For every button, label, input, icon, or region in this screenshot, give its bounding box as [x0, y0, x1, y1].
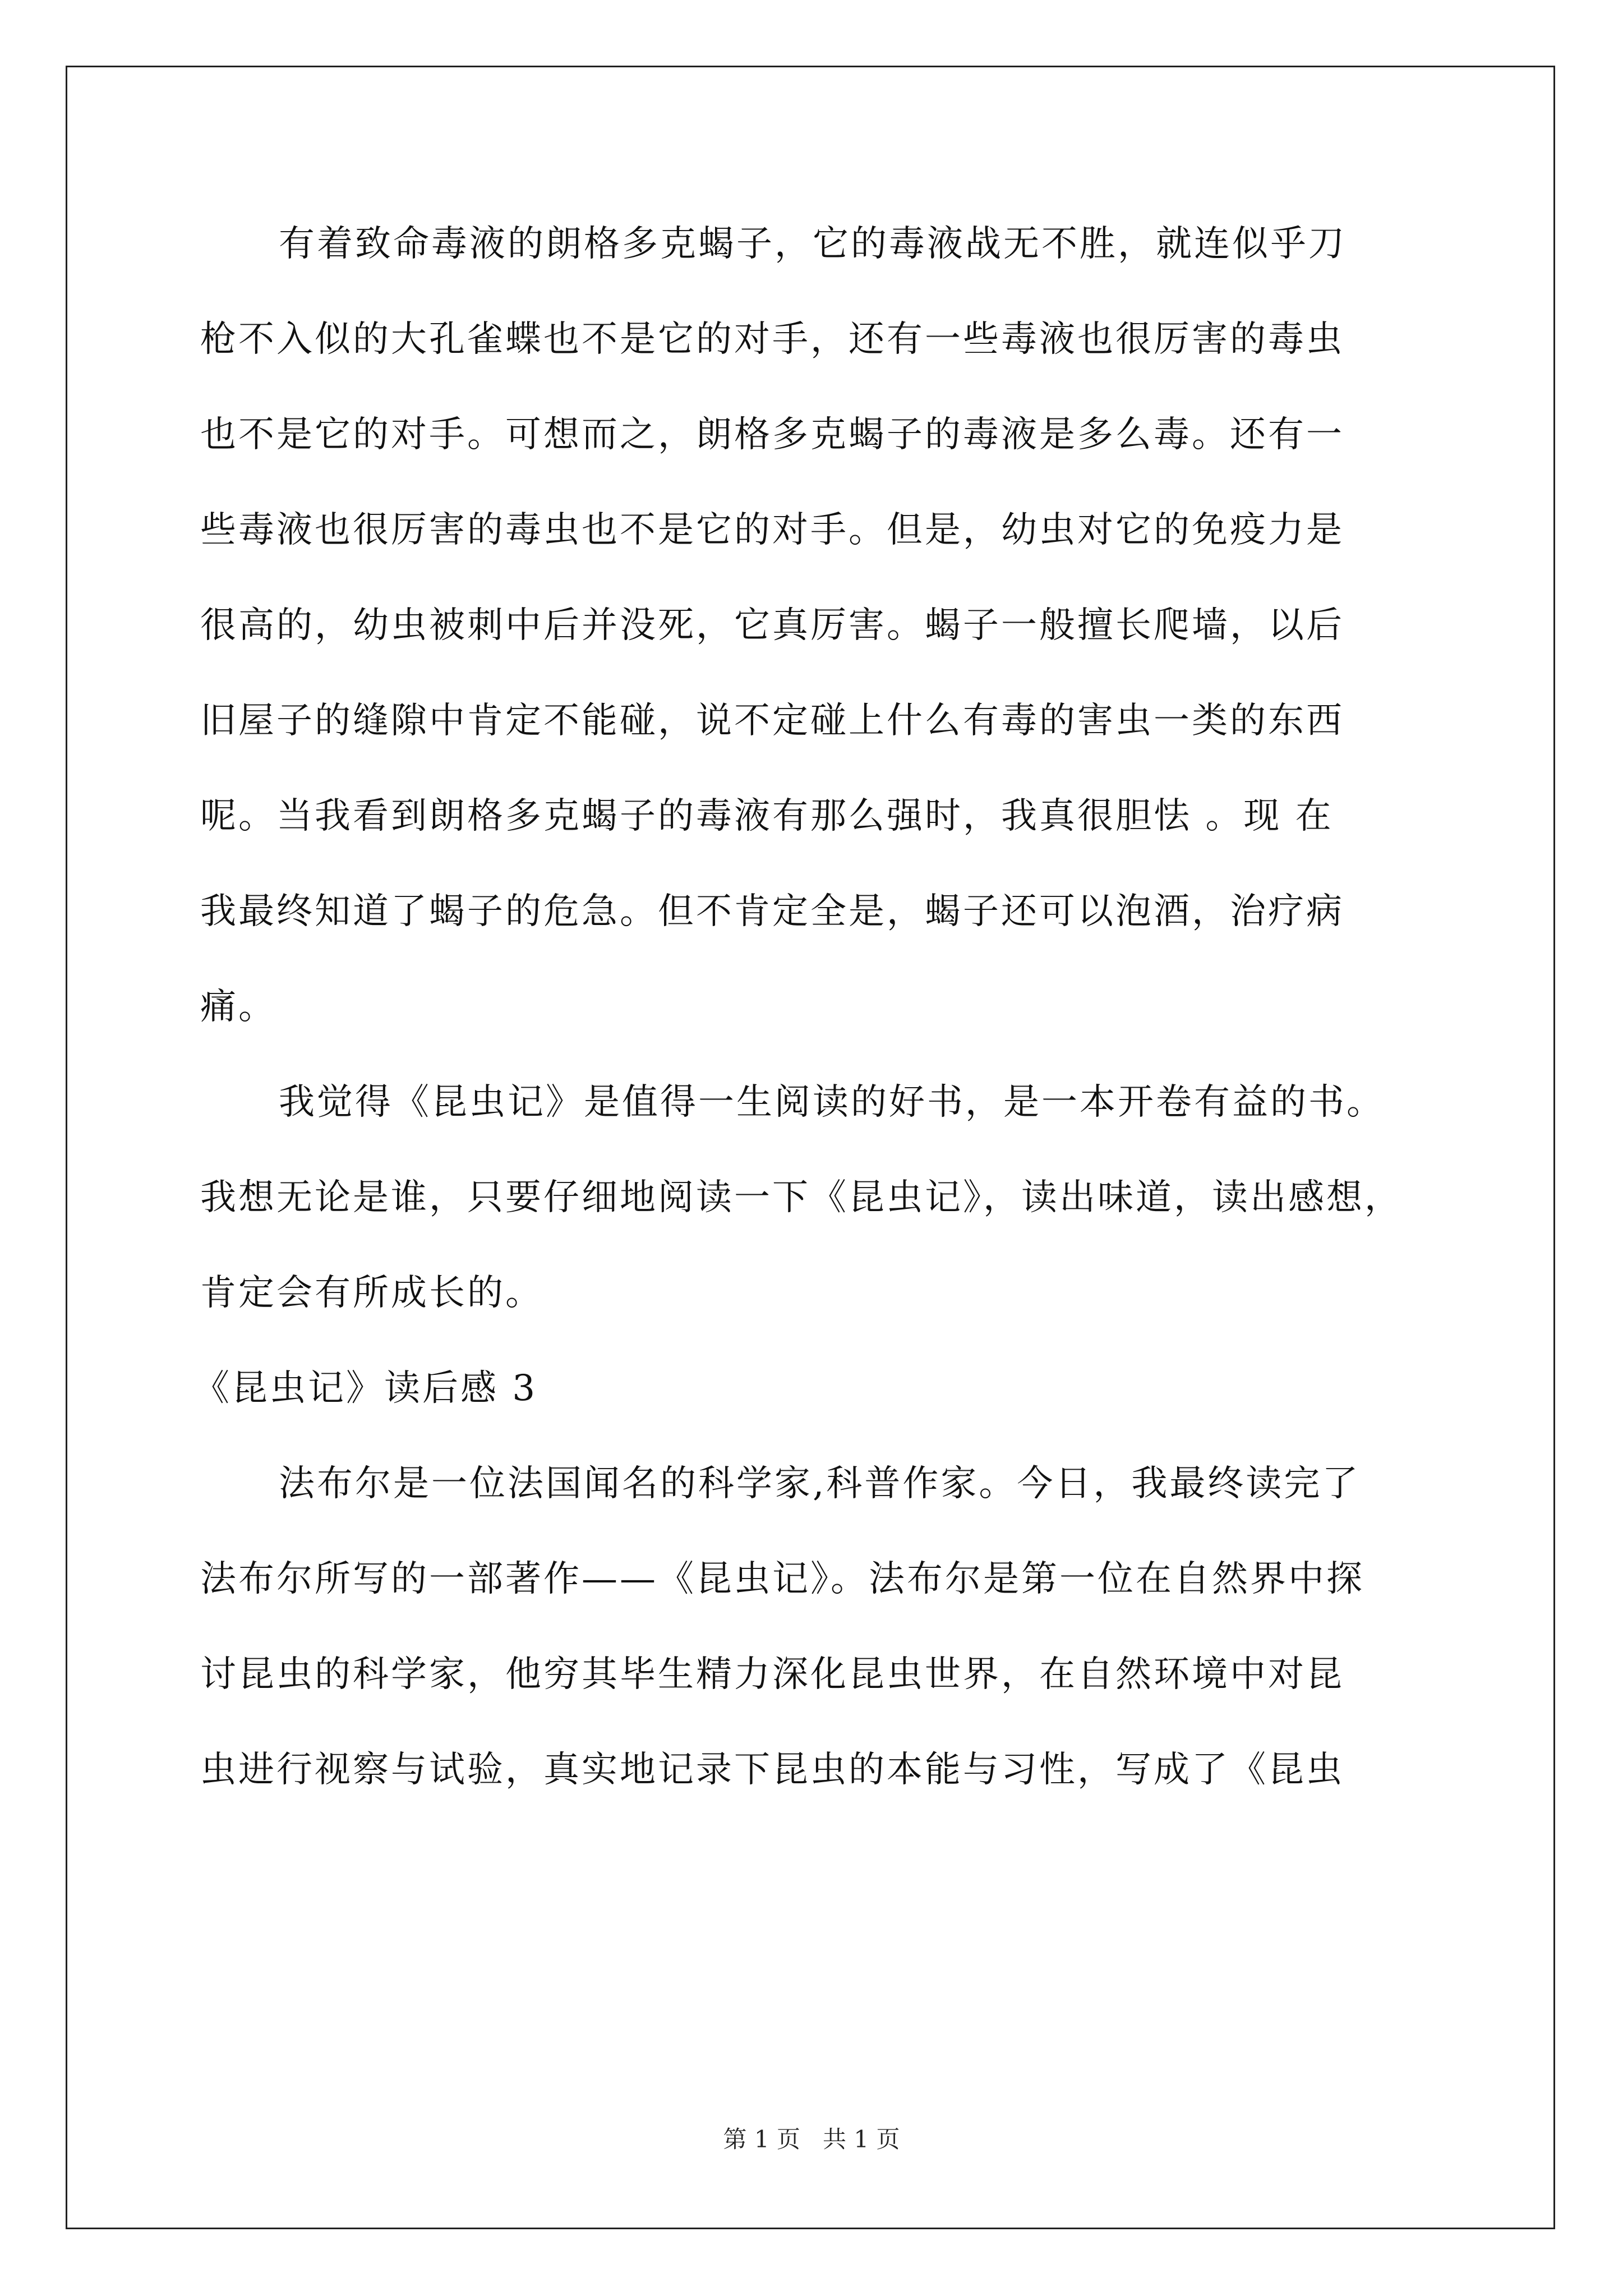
paragraph-3-line-3: 讨昆虫的科学家，他穷其毕生精力深化昆虫世界，在自然环境中对昆: [200, 1654, 1344, 1695]
paragraph-2-line-3: 肯定会有所成长的。: [200, 1272, 543, 1314]
paragraph-1-line-5: 很高的，幼虫被刺中后并没死，它真厉害。蝎子一般擅长爬墙，以后: [200, 605, 1344, 646]
paragraph-1-line-2: 枪不入似的大孔雀蝶也不是它的对手，还有一些毒液也很厉害的毒虫: [200, 319, 1344, 360]
paragraph-1-line-8: 我最终知道了蝎子的危急。但不肯定全是，蝎子还可以泡酒，治疗病: [200, 891, 1344, 932]
paragraph-1-line-4: 些毒液也很厉害的毒虫也不是它的对手。但是，幼虫对它的免疫力是: [200, 509, 1344, 551]
paragraph-3-line-1: 法布尔是一位法国闻名的科学家,科普作家。今日，我最终读完了: [279, 1463, 1361, 1504]
paragraph-1-line-9: 痛。: [200, 986, 276, 1028]
paragraph-3-line-2: 法布尔所写的一部著作——《昆虫记》。法布尔是第一位在自然界中探: [200, 1558, 1364, 1600]
section-heading: 《昆虫记》读后感 3: [193, 1368, 538, 1409]
paragraph-2-line-1: 我觉得《昆虫记》是值得一生阅读的好书，是一本开卷有益的书。: [279, 1082, 1385, 1123]
page-footer: 第 1 页 共 1 页: [723, 2125, 900, 2153]
page-border: [66, 66, 1555, 2229]
paragraph-1-line-1: 有着致命毒液的朗格多克蝎子，它的毒液战无不胜，就连似乎刀: [279, 223, 1347, 265]
paragraph-1-line-6: 旧屋子的缝隙中肯定不能碰，说不定碰上什么有毒的害虫一类的东西: [200, 700, 1344, 742]
paragraph-1-line-3: 也不是它的对手。可想而之，朗格多克蝎子的毒液是多么毒。还有一: [200, 414, 1344, 455]
paragraph-3-line-4: 虫进行视察与试验，真实地记录下昆虫的本能与习性，写成了《昆虫: [200, 1749, 1344, 1791]
paragraph-2-line-2: 我想无论是谁，只要仔细地阅读一下《昆虫记》，读出味道，读出感想，: [200, 1177, 1403, 1218]
paragraph-1-line-7: 呢。当我看到朗格多克蝎子的毒液有那么强时，我真很胆怯 。现 在: [200, 795, 1334, 837]
